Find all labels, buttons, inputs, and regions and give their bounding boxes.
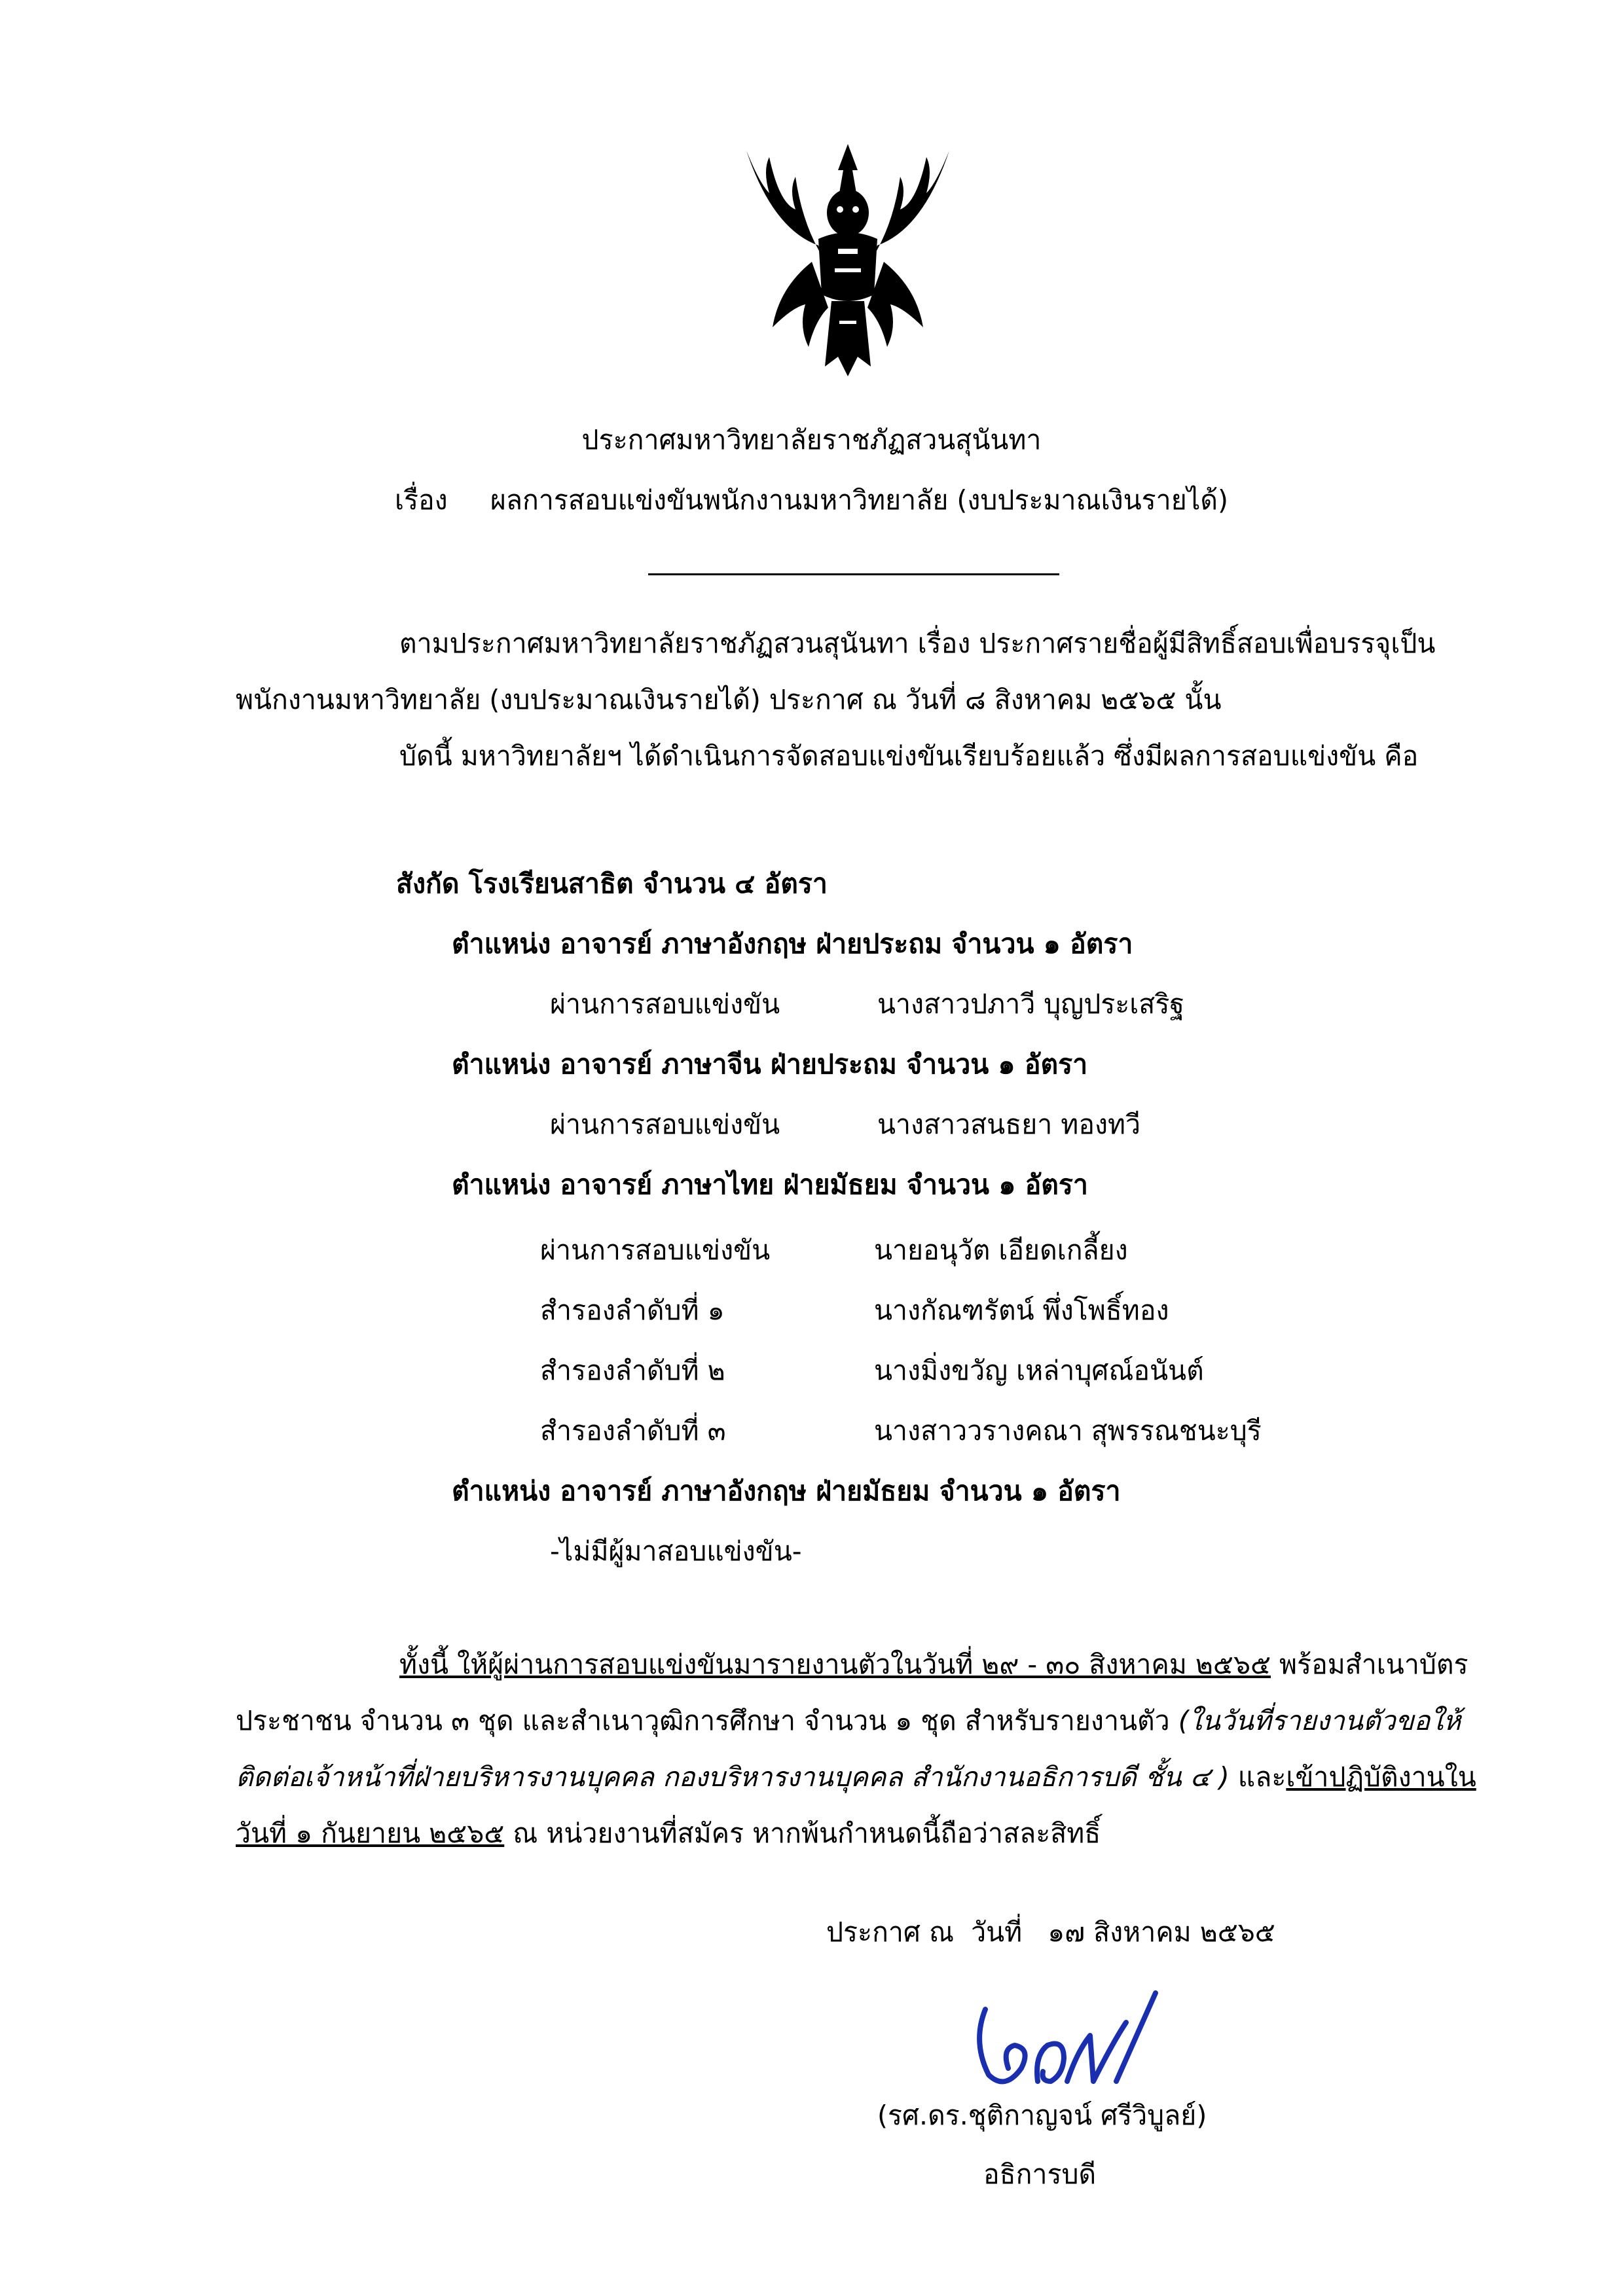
instructions-text: ประชาชน จำนวน ๓ ชุด และสำเนาวุฒิการศึกษา จำนวน ๑ ชุด สำหรับรายงานตัว: [236, 1705, 1178, 1736]
garuda-emblem-icon: [733, 131, 962, 380]
result-name: นางมิ่งขวัญ เหล่าบุศณ์อนันต์: [874, 1355, 1204, 1386]
signature-image: [959, 1983, 1169, 2098]
no-candidates-note: -ไม่มีผู้มาสอบแข่งขัน-: [550, 1535, 802, 1567]
position-title: ตำแหน่ง อาจารย์ ภาษาอังกฤษ ฝ่ายมัธยม จำนวน ๑ อัตรา: [452, 1475, 1121, 1507]
result-status: สำรองลำดับที่ ๑: [540, 1295, 725, 1326]
report-dates-text: ทั้งนี้ ให้ผู้ผ่านการสอบแข่งขันมารายงานตัวในวันที่ ๒๙ - ๓๐ สิงหาคม ๒๕๖๕: [399, 1649, 1271, 1680]
instructions-text: พร้อมสำเนาบัตร: [1271, 1649, 1468, 1680]
result-status: ผ่านการสอบแข่งขัน: [550, 1109, 780, 1140]
start-work-text: เข้าปฏิบัติงานใน: [1286, 1761, 1476, 1793]
signatory-title: อธิการบดี: [983, 2159, 1097, 2190]
subject-line: [0, 479, 1623, 522]
announcement-date: ประกาศ ณ วันที่ ๑๗ สิงหาคม ๒๕๖๕: [826, 1916, 1275, 1948]
contact-note: ติดต่อเจ้าหน้าที่ฝ่ายบริหารงานบุคคล กองบริหารงานบุคคล สำนักงานอธิการบดี ชั้น ๔ ): [236, 1761, 1230, 1793]
position-title: ตำแหน่ง อาจารย์ ภาษาจีน ฝ่ายประถม จำนวน ๑ อัตรา: [452, 1049, 1088, 1080]
instructions-paragraph: [236, 1636, 1480, 1861]
department-heading: สังกัด โรงเรียนสาธิต จำนวน ๔ อัตรา: [396, 868, 828, 899]
title-divider: [648, 573, 1059, 575]
result-name: นางกัณฑรัตน์ พึ่งโพธิ์ทอง: [874, 1295, 1169, 1326]
result-name: นางสาวสนธยา ทองทวี: [877, 1109, 1141, 1140]
result-name: นางสาววรางคณา สุพรรณชนะบุรี: [874, 1415, 1262, 1446]
result-name: นายอนุวัต เอียดเกลี้ยง: [874, 1234, 1128, 1266]
subject-text: ผลการสอบแข่งขันพนักงานมหาวิทยาลัย (งบประมาณเงินรายได้): [490, 484, 1228, 516]
intro-line-3: บัดนี้ มหาวิทยาลัยฯ ได้ดำเนินการจัดสอบแข่งขันเรียบร้อยแล้ว ซึ่งมีผลการสอบแข่งขัน คือ: [399, 740, 1419, 772]
intro-line-1: ตามประกาศมหาวิทยาลัยราชภัฏสวนสุนันทา เรื่อง ประกาศรายชื่อผู้มีสิทธิ์สอบเพื่อบรรจุเป็น: [399, 628, 1436, 659]
intro-paragraph: [236, 615, 1480, 784]
position-title: ตำแหน่ง อาจารย์ ภาษาอังกฤษ ฝ่ายประถม จำนวน ๑ อัตรา: [452, 928, 1133, 960]
subject-label: เรื่อง: [395, 484, 448, 516]
result-status: ผ่านการสอบแข่งขัน: [550, 988, 780, 1020]
result-status: สำรองลำดับที่ ๒: [540, 1355, 725, 1386]
intro-line-2: พนักงานมหาวิทยาลัย (งบประมาณเงินรายได้) ประกาศ ณ วันที่ ๘ สิงหาคม ๒๕๖๕ นั้น: [236, 684, 1222, 715]
result-status: สำรองลำดับที่ ๓: [540, 1415, 726, 1446]
result-name: นางสาวปภาวี บุญประเสริฐ: [877, 988, 1184, 1020]
contact-note: (ในวันที่รายงานตัวขอให้: [1178, 1705, 1461, 1736]
signatory-name: (รศ.ดร.ชุติกาญจน์ ศรีวิบูลย์): [877, 2100, 1207, 2131]
instructions-text: และ: [1229, 1761, 1286, 1793]
result-status: ผ่านการสอบแข่งขัน: [540, 1234, 771, 1266]
position-title: ตำแหน่ง อาจารย์ ภาษาไทย ฝ่ายมัธยม จำนวน ๑ อัตรา: [452, 1169, 1088, 1200]
start-work-date: วันที่ ๑ กันยายน ๒๕๖๕: [236, 1818, 505, 1849]
instructions-text: ณ หน่วยงานที่สมัคร หากพ้นกำหนดนี้ถือว่าสละสิทธิ์: [504, 1818, 1101, 1849]
announcement-title: ประกาศมหาวิทยาลัยราชภัฏสวนสุนันทา: [581, 424, 1042, 456]
